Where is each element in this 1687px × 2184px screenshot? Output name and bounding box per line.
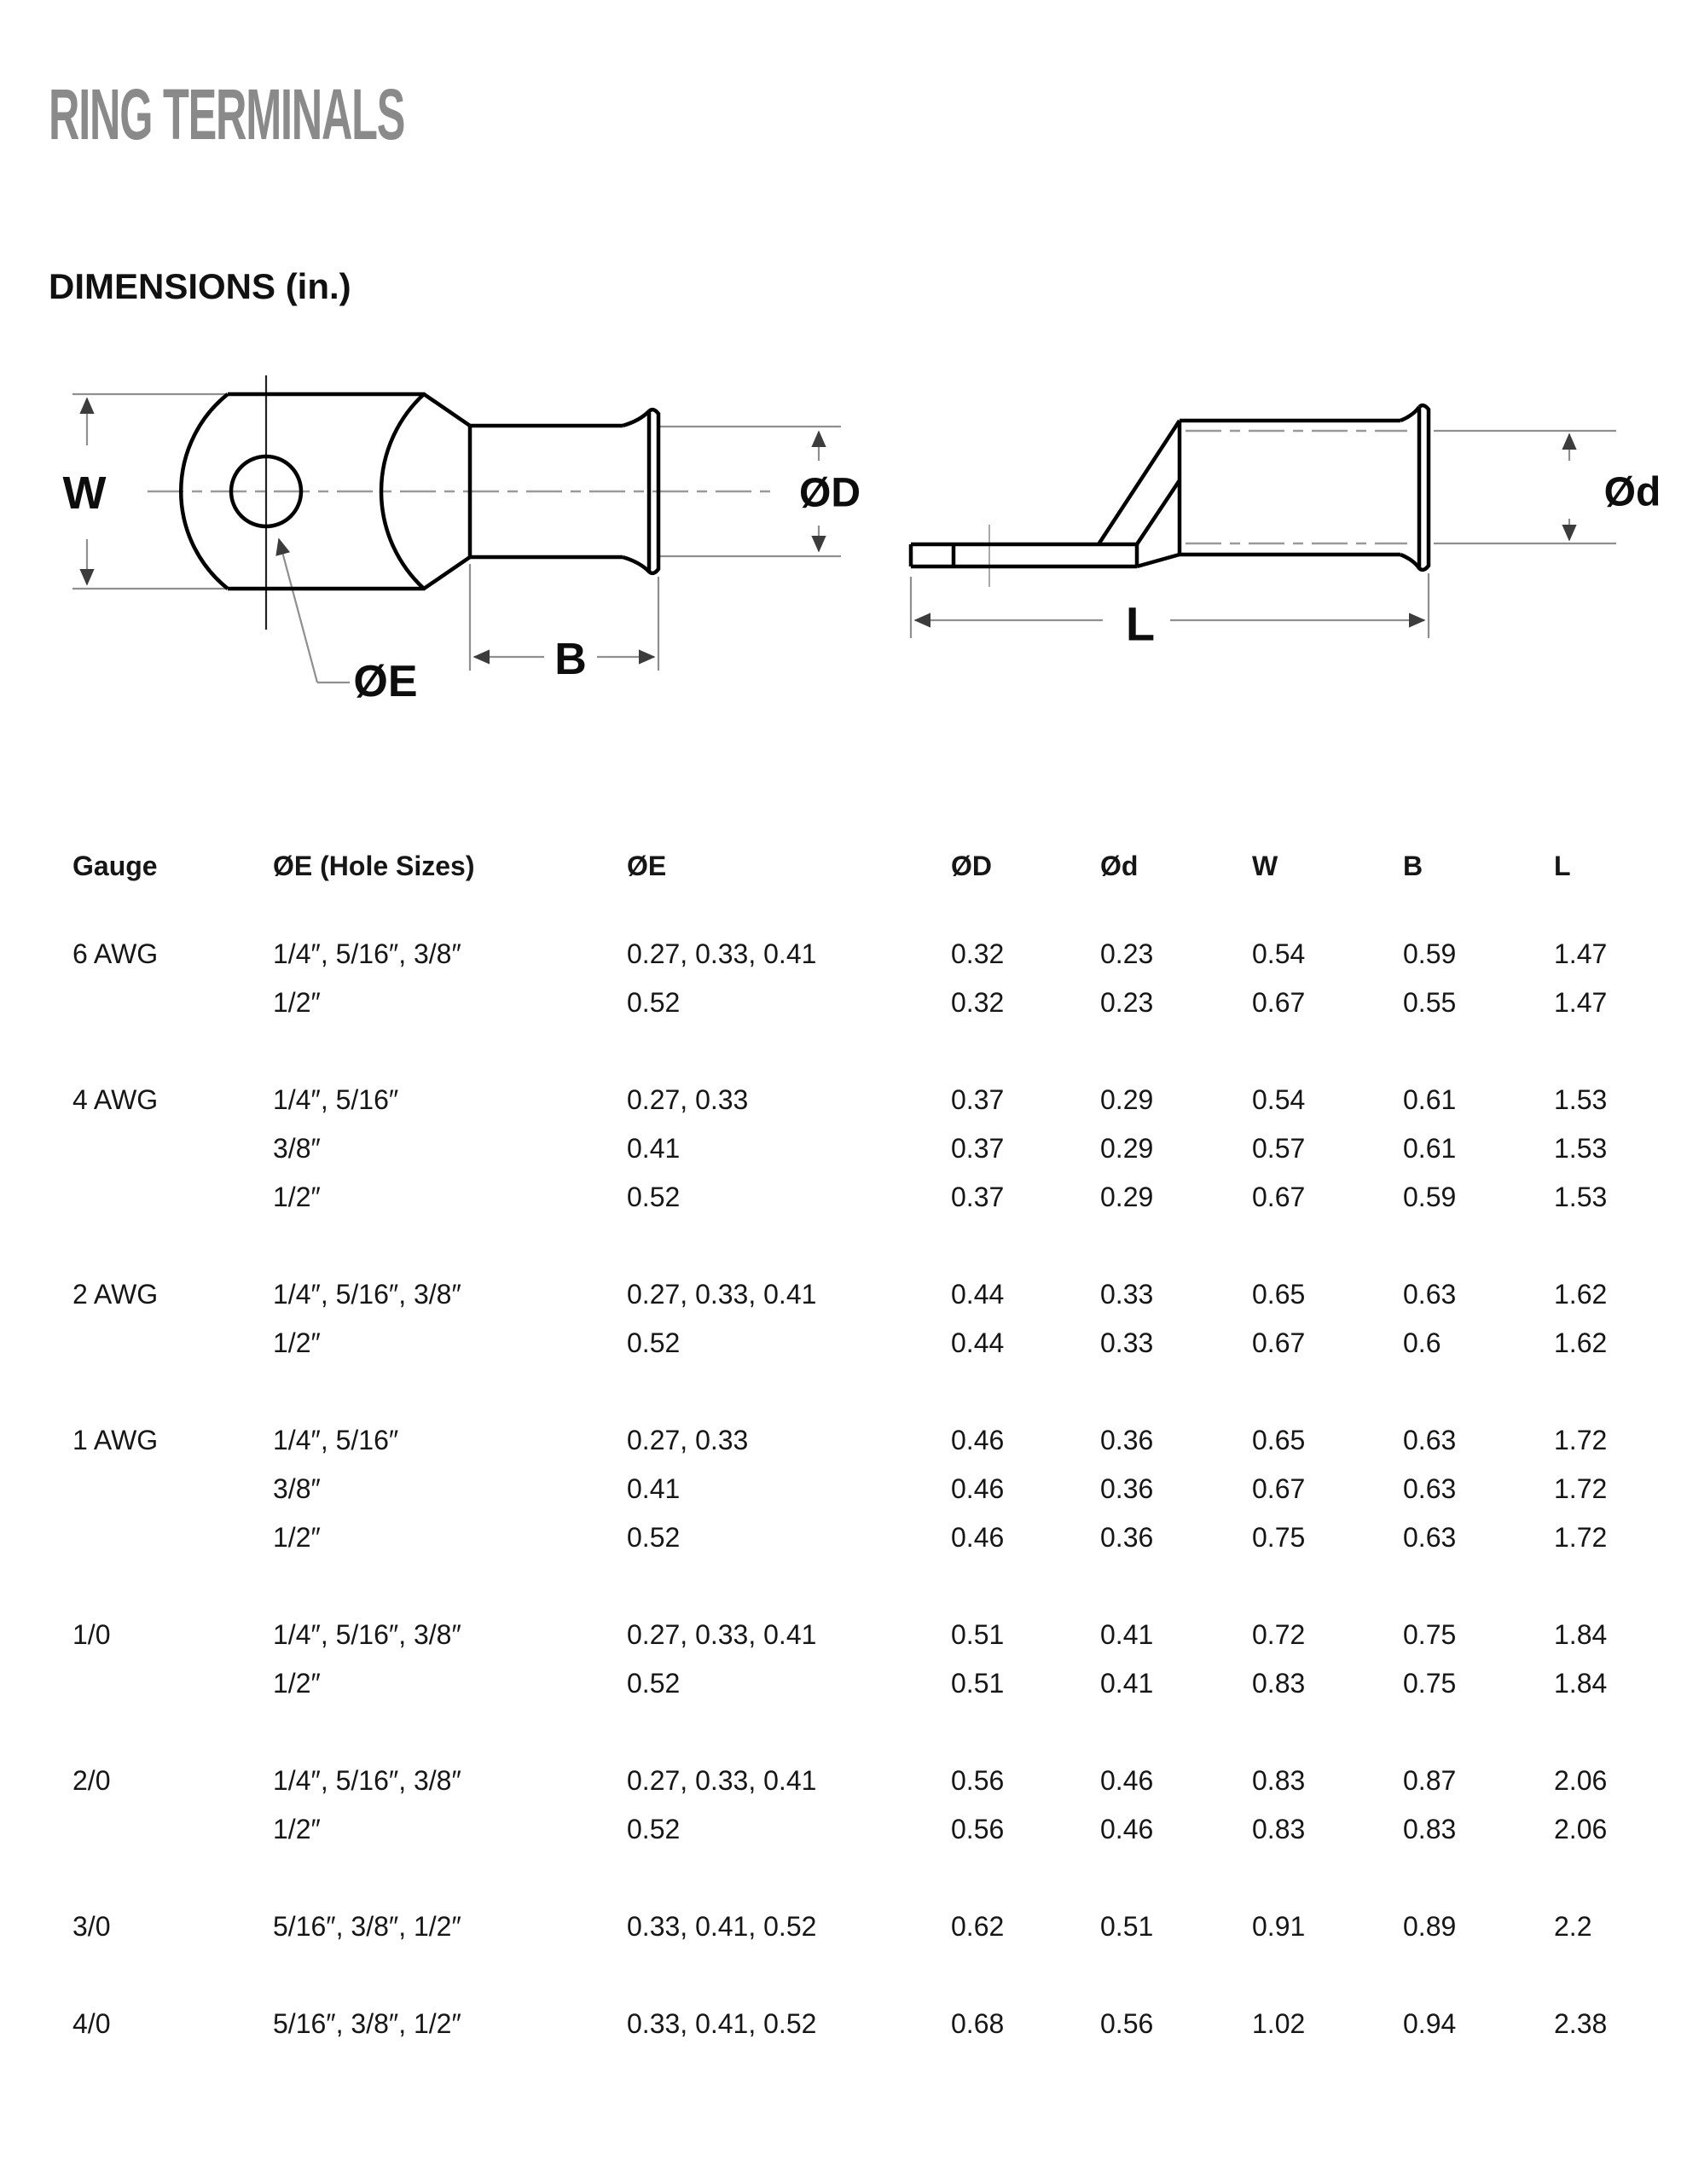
table-cell: 0.33, 0.41, 0.52 xyxy=(627,2008,817,2039)
table-cell: 0.67 xyxy=(1252,987,1306,1018)
table-cell: 5/16″, 3/8″, 1/2″ xyxy=(273,2008,461,2039)
table-cell: 3/8″ xyxy=(273,1473,321,1504)
table-cell: 0.23 xyxy=(1100,987,1154,1018)
table-cell: 1/4″, 5/16″, 3/8″ xyxy=(273,938,461,969)
table-cell: 1/4″, 5/16″, 3/8″ xyxy=(273,1619,461,1650)
table-row xyxy=(72,937,1687,974)
table-cell: 1.53 xyxy=(1554,1133,1608,1164)
table-cell: 0.83 xyxy=(1252,1765,1306,1796)
table-cell: 0.33, 0.41, 0.52 xyxy=(627,1911,817,1942)
table-cell: 2.06 xyxy=(1554,1765,1608,1796)
table-cell: 1.84 xyxy=(1554,1668,1608,1699)
table-cell: 0.65 xyxy=(1252,1279,1306,1310)
table-cell: 0.27, 0.33 xyxy=(627,1425,749,1455)
table-cell: 3/0 xyxy=(72,1911,111,1942)
table-header-row xyxy=(72,849,1687,886)
table-cell: 0.52 xyxy=(627,1522,681,1553)
extension-lines xyxy=(72,394,1616,671)
table-cell: 0.75 xyxy=(1252,1522,1306,1553)
table-cell: 0.37 xyxy=(951,1084,1005,1115)
table-cell: 0.52 xyxy=(627,1668,681,1699)
table-cell: 0.37 xyxy=(951,1182,1005,1212)
table-cell: 1/2″ xyxy=(273,987,321,1018)
table-cell: 0.59 xyxy=(1403,1182,1457,1212)
table-cell: 0.36 xyxy=(1100,1522,1154,1553)
table-cell: 0.68 xyxy=(951,2008,1005,2039)
table-cell: 1.84 xyxy=(1554,1619,1608,1650)
table-cell: 0.56 xyxy=(951,1765,1005,1796)
table-cell: 0.29 xyxy=(1100,1133,1154,1164)
table-cell: 3/8″ xyxy=(273,1133,321,1164)
table-cell: 0.33 xyxy=(1100,1327,1154,1358)
barrel-length-label: B xyxy=(554,635,587,684)
table-cell: 0.67 xyxy=(1252,1327,1306,1358)
table-row xyxy=(72,1277,1687,1315)
table-cell: 1/4″, 5/16″, 3/8″ xyxy=(273,1279,461,1310)
table-cell: 0.75 xyxy=(1403,1619,1457,1650)
table-row xyxy=(72,1180,1687,1217)
table-row xyxy=(72,1666,1687,1704)
table-row xyxy=(72,1131,1687,1169)
table-cell: 0.27, 0.33, 0.41 xyxy=(627,1279,817,1310)
side-view-outline xyxy=(911,405,1429,570)
table-row xyxy=(72,1812,1687,1850)
table-cell: 2 AWG xyxy=(72,1279,159,1310)
table-cell: 1/2″ xyxy=(273,1668,321,1699)
table-cell: 0.37 xyxy=(951,1133,1005,1164)
table-cell: 0.72 xyxy=(1252,1619,1306,1650)
table-cell: 0.46 xyxy=(951,1522,1005,1553)
table-cell: 0.67 xyxy=(1252,1473,1306,1504)
table-row xyxy=(72,2007,1687,2044)
table-row xyxy=(72,1618,1687,1655)
table-cell: 0.44 xyxy=(951,1327,1005,1358)
table-cell: 0.33 xyxy=(1100,1279,1154,1310)
table-cell: 0.23 xyxy=(1100,938,1154,969)
table-cell: 0.27, 0.33, 0.41 xyxy=(627,938,817,969)
outer-diameter-label: ØD xyxy=(799,470,861,516)
dimension-lines xyxy=(87,398,1569,682)
col-header-oe: ØE xyxy=(627,851,667,881)
table-cell: 0.27, 0.33, 0.41 xyxy=(627,1765,817,1796)
table-cell: 0.32 xyxy=(951,938,1005,969)
table-cell: 0.75 xyxy=(1403,1668,1457,1699)
col-header-w: W xyxy=(1252,851,1278,881)
table-cell: 2.38 xyxy=(1554,2008,1608,2039)
table-cell: 0.41 xyxy=(627,1473,681,1504)
table-cell: 0.36 xyxy=(1100,1473,1154,1504)
table-cell: 1/4″, 5/16″ xyxy=(273,1425,399,1455)
col-header-hole-sizes: ØE (Hole Sizes) xyxy=(273,851,475,881)
table-cell: 1/4″, 5/16″ xyxy=(273,1084,399,1115)
table-cell: 0.61 xyxy=(1403,1084,1457,1115)
table-cell: 0.27, 0.33, 0.41 xyxy=(627,1619,817,1650)
table-cell: 0.89 xyxy=(1403,1911,1457,1942)
table-cell: 1.53 xyxy=(1554,1182,1608,1212)
table-cell: 0.83 xyxy=(1252,1668,1306,1699)
table-cell: 0.46 xyxy=(1100,1765,1154,1796)
table-cell: 0.56 xyxy=(951,1814,1005,1844)
table-cell: 4/0 xyxy=(72,2008,111,2039)
table-cell: 1.47 xyxy=(1554,987,1608,1018)
table-cell: 0.63 xyxy=(1403,1473,1457,1504)
table-cell: 6 AWG xyxy=(72,938,159,969)
table-cell: 0.91 xyxy=(1252,1911,1306,1942)
table-cell: 1.47 xyxy=(1554,938,1608,969)
table-cell: 0.51 xyxy=(951,1619,1005,1650)
table-cell: 0.52 xyxy=(627,1182,681,1212)
table-cell: 0.63 xyxy=(1403,1522,1457,1553)
table-cell: 0.6 xyxy=(1403,1327,1441,1358)
col-header-od-small: Ød xyxy=(1100,851,1139,881)
table-cell: 1/0 xyxy=(72,1619,111,1650)
ring-terminal-drawings xyxy=(0,0,1687,768)
col-header-od: ØD xyxy=(951,851,992,881)
table-cell: 1.53 xyxy=(1554,1084,1608,1115)
table-cell: 0.32 xyxy=(951,987,1005,1018)
dash-dot-centerlines xyxy=(148,431,1407,543)
table-cell: 1/2″ xyxy=(273,1182,321,1212)
table-cell: 0.94 xyxy=(1403,2008,1457,2039)
table-cell: 0.52 xyxy=(627,987,681,1018)
table-row xyxy=(72,1520,1687,1558)
table-cell: 0.54 xyxy=(1252,938,1306,969)
table-cell: 0.52 xyxy=(627,1814,681,1844)
table-cell: 0.44 xyxy=(951,1279,1005,1310)
table-cell: 0.83 xyxy=(1252,1814,1306,1844)
table-cell: 2/0 xyxy=(72,1765,111,1796)
table-cell: 0.46 xyxy=(1100,1814,1154,1844)
table-cell: 0.27, 0.33 xyxy=(627,1084,749,1115)
table-row xyxy=(72,1472,1687,1509)
table-cell: 0.46 xyxy=(951,1473,1005,1504)
table-cell: 0.63 xyxy=(1403,1425,1457,1455)
table-cell: 1 AWG xyxy=(72,1425,159,1455)
overall-length-label: L xyxy=(1125,596,1156,651)
table-row xyxy=(72,1083,1687,1120)
table-row xyxy=(72,1423,1687,1461)
dimensions-heading: DIMENSIONS (in.) xyxy=(49,266,351,306)
table-cell: 0.51 xyxy=(1100,1911,1154,1942)
table-cell: 1.72 xyxy=(1554,1522,1608,1553)
table-cell: 0.83 xyxy=(1403,1814,1457,1844)
table-cell: 5/16″, 3/8″, 1/2″ xyxy=(273,1911,461,1942)
table-cell: 0.41 xyxy=(1100,1619,1154,1650)
table-cell: 0.41 xyxy=(1100,1668,1154,1699)
table-cell: 1.62 xyxy=(1554,1327,1608,1358)
table-cell: 0.36 xyxy=(1100,1425,1154,1455)
inner-diameter-label: Ød xyxy=(1603,469,1661,515)
table-cell: 0.54 xyxy=(1252,1084,1306,1115)
table-cell: 1.72 xyxy=(1554,1425,1608,1455)
table-cell: 0.57 xyxy=(1252,1133,1306,1164)
col-header-gauge: Gauge xyxy=(72,851,158,881)
table-cell: 0.55 xyxy=(1403,987,1457,1018)
table-cell: 0.46 xyxy=(951,1425,1005,1455)
table-row xyxy=(72,1326,1687,1363)
page-title: RING TERMINALS xyxy=(49,74,405,154)
table-cell: 1/2″ xyxy=(273,1522,321,1553)
table-cell: 0.63 xyxy=(1403,1279,1457,1310)
table-cell: 0.87 xyxy=(1403,1765,1457,1796)
table-cell: 0.67 xyxy=(1252,1182,1306,1212)
table-cell: 1.02 xyxy=(1252,2008,1306,2039)
table-row xyxy=(72,1909,1687,1947)
table-cell: 0.29 xyxy=(1100,1182,1154,1212)
table-row xyxy=(72,985,1687,1023)
table-cell: 2.06 xyxy=(1554,1814,1608,1844)
table-cell: 0.65 xyxy=(1252,1425,1306,1455)
col-header-b: B xyxy=(1403,851,1423,881)
table-cell: 1.72 xyxy=(1554,1473,1608,1504)
col-header-l: L xyxy=(1554,851,1571,881)
table-cell: 0.29 xyxy=(1100,1084,1154,1115)
table-cell: 0.62 xyxy=(951,1911,1005,1942)
table-cell: 0.59 xyxy=(1403,938,1457,969)
table-row xyxy=(72,1763,1687,1801)
table-cell: 0.52 xyxy=(627,1327,681,1358)
table-cell: 4 AWG xyxy=(72,1084,159,1115)
table-cell: 1/2″ xyxy=(273,1814,321,1844)
table-cell: 0.56 xyxy=(1100,2008,1154,2039)
width-label: W xyxy=(62,468,107,519)
table-cell: 0.51 xyxy=(951,1668,1005,1699)
table-cell: 1.62 xyxy=(1554,1279,1608,1310)
table-cell: 1/2″ xyxy=(273,1327,321,1358)
table-cell: 1/4″, 5/16″, 3/8″ xyxy=(273,1765,461,1796)
table-cell: 0.41 xyxy=(627,1133,681,1164)
table-cell: 0.61 xyxy=(1403,1133,1457,1164)
table-cell: 2.2 xyxy=(1554,1911,1592,1942)
hole-diameter-label: ØE xyxy=(353,657,418,706)
